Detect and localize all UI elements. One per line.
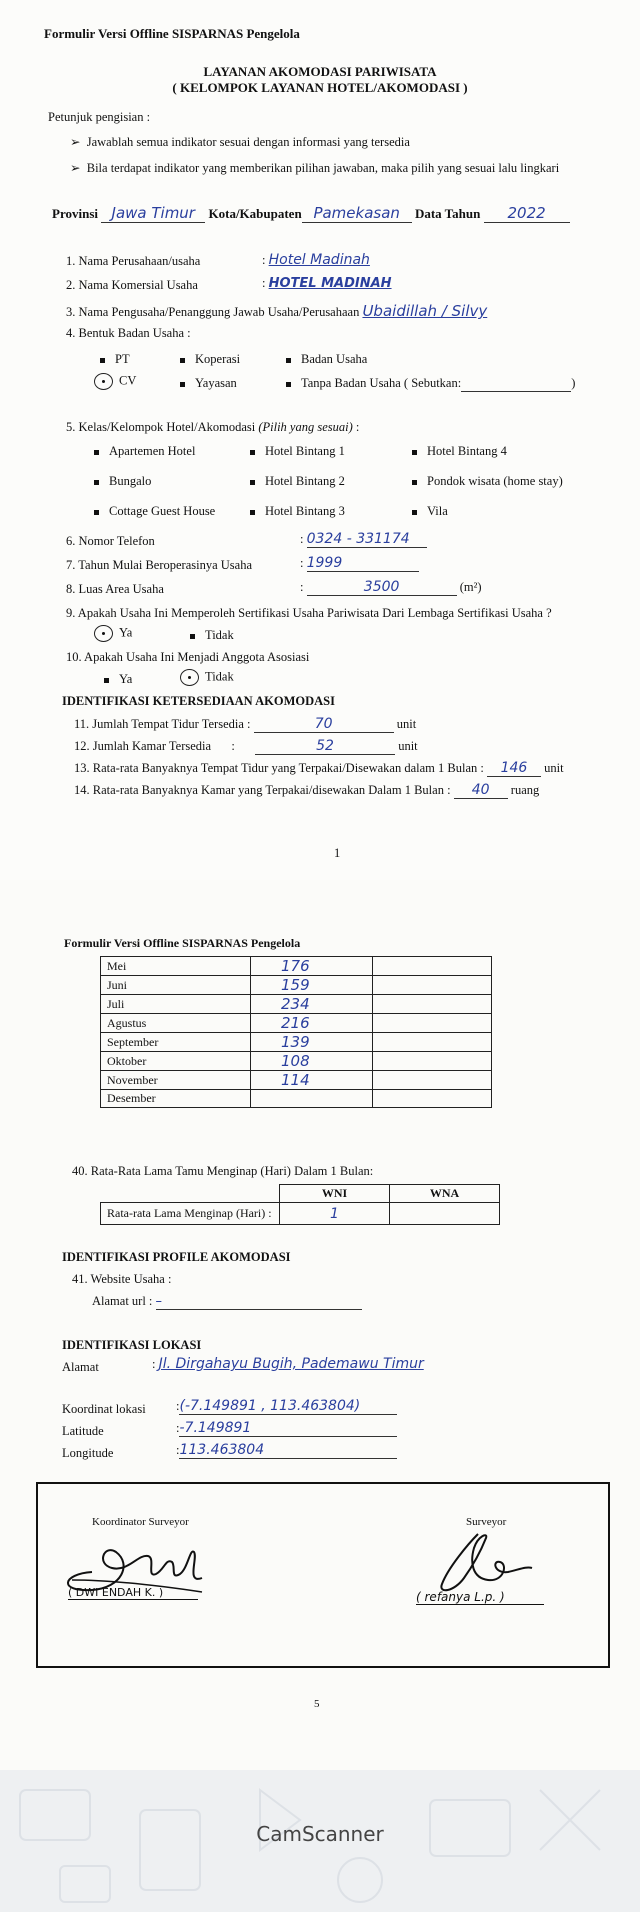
month-extra-field[interactable] — [373, 1052, 492, 1071]
month-value-field[interactable]: 139 — [251, 1033, 373, 1052]
length-of-stay-table — [100, 1184, 500, 1225]
q9-no[interactable]: Tidak — [190, 628, 234, 643]
signature-box — [36, 1482, 610, 1668]
wni-field[interactable]: 1 — [280, 1203, 390, 1225]
month-label: Juli — [101, 995, 251, 1014]
q10-label: 10. Apakah Usaha Ini Menjadi Anggota Asosiasi — [66, 650, 310, 664]
alamat-answer: : Jl. Dirgahayu Bugih, Pademawu Timur — [152, 1356, 424, 1372]
q12-row: 12. Jumlah Kamar Tersedia : 52 unit — [74, 738, 418, 754]
url-field[interactable]: – — [156, 1294, 362, 1310]
month-extra-field[interactable] — [373, 1014, 492, 1033]
latitude-field[interactable]: -7.149891 — [179, 1420, 397, 1437]
q6-label: 6. Nomor Telefon — [66, 534, 155, 548]
bullet-icon — [250, 450, 255, 455]
bullet-icon — [190, 634, 195, 639]
q11-field[interactable]: 70 — [254, 716, 394, 733]
bullet-icon — [286, 382, 291, 387]
month-value-field[interactable]: 176 — [251, 957, 373, 976]
bullet-icon — [94, 480, 99, 485]
month-row — [101, 1033, 492, 1052]
surveyor-signature-icon — [408, 1528, 568, 1598]
alamat-field[interactable]: Jl. Dirgahayu Bugih, Pademawu Timur — [158, 1356, 424, 1372]
q10-yes[interactable]: Ya — [104, 672, 132, 687]
month-label: Mei — [101, 957, 251, 976]
longitude-label: Longitude — [62, 1446, 114, 1460]
form-page-5 — [0, 880, 640, 1770]
month-value-field[interactable]: 216 — [251, 1014, 373, 1033]
q8-label: 8. Luas Area Usaha — [66, 582, 164, 596]
q1-answer: : Hotel Madinah — [262, 252, 370, 268]
form-header: Formulir Versi Offline SISPARNAS Pengelola — [44, 26, 300, 41]
bullet-icon — [180, 358, 185, 363]
camscanner-brand: CamScanner — [256, 1822, 384, 1846]
koordinat-field[interactable]: (-7.149891 , 113.463804) — [179, 1398, 397, 1415]
option-class[interactable]: Hotel Bintang 2 — [250, 474, 345, 489]
kota-field[interactable]: Pamekasan — [302, 204, 412, 223]
option-cv-selected[interactable]: CV — [94, 373, 136, 390]
q8-field[interactable]: 3500 — [307, 579, 457, 596]
q12-field[interactable]: 52 — [255, 738, 395, 755]
surveyor-label: Surveyor — [466, 1516, 507, 1528]
koordinat-answer: :(-7.149891 , 113.463804) — [176, 1398, 397, 1415]
q5-label: 5. Kelas/Kelompok Hotel/Akomodasi (Pilih yang sesuai) : — [66, 420, 360, 434]
section-profile: IDENTIFIKASI PROFILE AKOMODASI — [62, 1250, 291, 1264]
option-class[interactable]: Hotel Bintang 4 — [412, 444, 507, 459]
month-value-field[interactable]: 159 — [251, 976, 373, 995]
q13-field[interactable]: 146 — [487, 760, 541, 777]
bullet-icon — [412, 480, 417, 485]
month-label: Oktober — [101, 1052, 251, 1071]
longitude-answer: :113.463804 — [176, 1442, 397, 1459]
option-koperasi[interactable]: Koperasi — [180, 352, 240, 367]
q7-answer: : 1999 — [300, 555, 419, 572]
month-value-field[interactable]: 114 — [251, 1071, 373, 1090]
q40-label: 40. Rata-Rata Lama Tamu Menginap (Hari) Dalam 1 Bulan: — [72, 1164, 374, 1178]
col-wni: WNI — [280, 1185, 390, 1203]
month-row — [101, 1014, 492, 1033]
q1-label: 1. Nama Perusahaan/usaha — [66, 254, 201, 268]
sebutkan-field[interactable] — [461, 376, 571, 392]
option-class[interactable]: Vila — [412, 504, 448, 519]
circled-bullet-icon — [94, 625, 113, 642]
bullet-icon — [94, 510, 99, 515]
month-label: Juni — [101, 976, 251, 995]
month-extra-field[interactable] — [373, 957, 492, 976]
q7-label: 7. Tahun Mulai Beroperasinya Usaha — [66, 558, 252, 572]
month-row — [101, 1090, 492, 1108]
camscanner-footer — [0, 1770, 640, 1912]
option-class[interactable]: Hotel Bintang 3 — [250, 504, 345, 519]
page-number: 1 — [334, 846, 341, 860]
q13-row: 13. Rata-rata Banyaknya Tempat Tidur yang Terpakai/Disewakan dalam 1 Bulan : 146 unit — [74, 760, 564, 776]
longitude-field[interactable]: 113.463804 — [179, 1442, 397, 1459]
alamat-label: Alamat — [62, 1360, 99, 1374]
month-label: November — [101, 1071, 251, 1090]
col-wna: WNA — [390, 1185, 500, 1203]
q1-field[interactable]: Hotel Madinah — [268, 252, 370, 268]
wna-field[interactable] — [390, 1203, 500, 1225]
option-pt[interactable]: PT — [100, 352, 130, 367]
month-row — [101, 1052, 492, 1071]
section-ketersediaan: IDENTIFIKASI KETERSEDIAAN AKOMODASI — [62, 694, 335, 708]
month-row — [101, 1071, 492, 1090]
row-label: Rata-rata Lama Menginap (Hari) : — [101, 1203, 280, 1225]
arrow-icon: ➢ — [70, 161, 81, 175]
q14-field[interactable]: 40 — [454, 782, 508, 799]
option-class[interactable]: Bungalo — [94, 474, 151, 489]
section-lokasi: IDENTIFIKASI LOKASI — [62, 1338, 202, 1352]
month-row — [101, 995, 492, 1014]
month-value-field[interactable]: 108 — [251, 1052, 373, 1071]
q4-label: 4. Bentuk Badan Usaha : — [66, 326, 191, 340]
q6-answer: : 0324 - 331174 — [300, 531, 427, 548]
q2-answer: : HOTEL MADINAH — [262, 276, 392, 291]
latitude-answer: :-7.149891 — [176, 1420, 397, 1437]
month-value-field[interactable]: 234 — [251, 995, 373, 1014]
option-class[interactable]: Apartemen Hotel — [94, 444, 195, 459]
instructions-label: Petunjuk pengisian : — [48, 110, 151, 124]
option-class[interactable]: Cottage Guest House — [94, 504, 215, 519]
circled-bullet-icon — [94, 373, 113, 390]
option-yayasan[interactable]: Yayasan — [180, 376, 237, 391]
q2-label: 2. Nama Komersial Usaha — [66, 278, 198, 292]
koordinator-name: ( DWI ENDAH K. ) — [68, 1586, 198, 1600]
q6-field[interactable]: 0324 - 331174 — [307, 531, 427, 548]
koordinat-label: Koordinat lokasi — [62, 1402, 146, 1416]
q11-row: 11. Jumlah Tempat Tidur Tersedia : 70 unit — [74, 716, 417, 732]
bullet-icon — [104, 678, 109, 683]
q9-label: 9. Apakah Usaha Ini Memperoleh Sertifikasi Usaha Pariwisata Dari Lembaga Sertifikasi Usaha ? — [66, 606, 552, 620]
url-row: Alamat url : – — [92, 1294, 362, 1310]
q2-field[interactable]: HOTEL MADINAH — [268, 276, 392, 291]
option-tanpa-badan-usaha[interactable]: Tanpa Badan Usaha ( Sebutkan: ) — [286, 376, 575, 392]
month-extra-field[interactable] — [373, 1071, 492, 1090]
instruction-item: ➢ Jawablah semua indikator sesuai dengan informasi yang tersedia — [70, 135, 410, 149]
bullet-icon — [250, 480, 255, 485]
q9-yes-selected[interactable]: Ya — [94, 625, 132, 642]
bullet-icon — [94, 450, 99, 455]
bullet-icon — [286, 358, 291, 363]
bullet-icon — [180, 382, 185, 387]
month-label: September — [101, 1033, 251, 1052]
month-extra-field[interactable] — [373, 995, 492, 1014]
month-extra-field[interactable] — [373, 1090, 492, 1108]
form-header: Formulir Versi Offline SISPARNAS Pengelola — [64, 936, 301, 950]
q3-row: 3. Nama Pengusaha/Penanggung Jawab Usaha/Perusahaan Ubaidillah / Silvy — [66, 302, 488, 320]
provinsi-field[interactable]: Jawa Timur — [101, 204, 205, 223]
month-label: Agustus — [101, 1014, 251, 1033]
surveyor-name: ( refanya L.p. ) — [416, 1590, 544, 1605]
tahun-field[interactable]: 2022 — [484, 204, 570, 223]
q7-field[interactable]: 1999 — [307, 555, 419, 572]
arrow-icon: ➢ — [70, 135, 81, 149]
bullet-icon — [412, 510, 417, 515]
instruction-item: ➢ Bila terdapat indikator yang memberikan pilihan jawaban, maka pilih yang sesuai lalu lingkari — [70, 161, 560, 175]
option-class[interactable]: Pondok wisata (home stay) — [412, 474, 563, 489]
latitude-label: Latitude — [62, 1424, 104, 1438]
month-label: Desember — [101, 1090, 251, 1108]
month-extra-field[interactable] — [373, 976, 492, 995]
option-class[interactable]: Hotel Bintang 1 — [250, 444, 345, 459]
q14-row: 14. Rata-rata Banyaknya Kamar yang Terpakai/disewakan Dalam 1 Bulan : 40 ruang — [74, 782, 540, 798]
q10-no-selected[interactable]: Tidak — [180, 669, 234, 686]
bullet-icon — [412, 450, 417, 455]
month-value-field[interactable] — [251, 1090, 373, 1108]
form-page-1 — [0, 0, 640, 880]
q3-field[interactable]: Ubaidillah / Silvy — [362, 302, 488, 320]
month-extra-field[interactable] — [373, 1033, 492, 1052]
option-badan-usaha[interactable]: Badan Usaha — [286, 352, 367, 367]
q8-answer: : 3500 (m²) — [300, 579, 482, 595]
location-row: Provinsi Jawa Timur Kota/Kabupaten Pamekasan Data Tahun 2022 — [52, 204, 570, 223]
koordinator-label: Koordinator Surveyor — [92, 1516, 189, 1528]
form-title-line1: LAYANAN AKOMODASI PARIWISATA — [203, 64, 437, 79]
month-row — [101, 957, 492, 976]
month-row — [101, 976, 492, 995]
monthly-table — [100, 956, 492, 1108]
circled-bullet-icon — [180, 669, 199, 686]
q41-label: 41. Website Usaha : — [72, 1272, 172, 1286]
page-number: 5 — [314, 1698, 320, 1710]
bullet-icon — [100, 358, 105, 363]
form-title-line2: ( KELOMPOK LAYANAN HOTEL/AKOMODASI ) — [172, 80, 468, 95]
bullet-icon — [250, 510, 255, 515]
